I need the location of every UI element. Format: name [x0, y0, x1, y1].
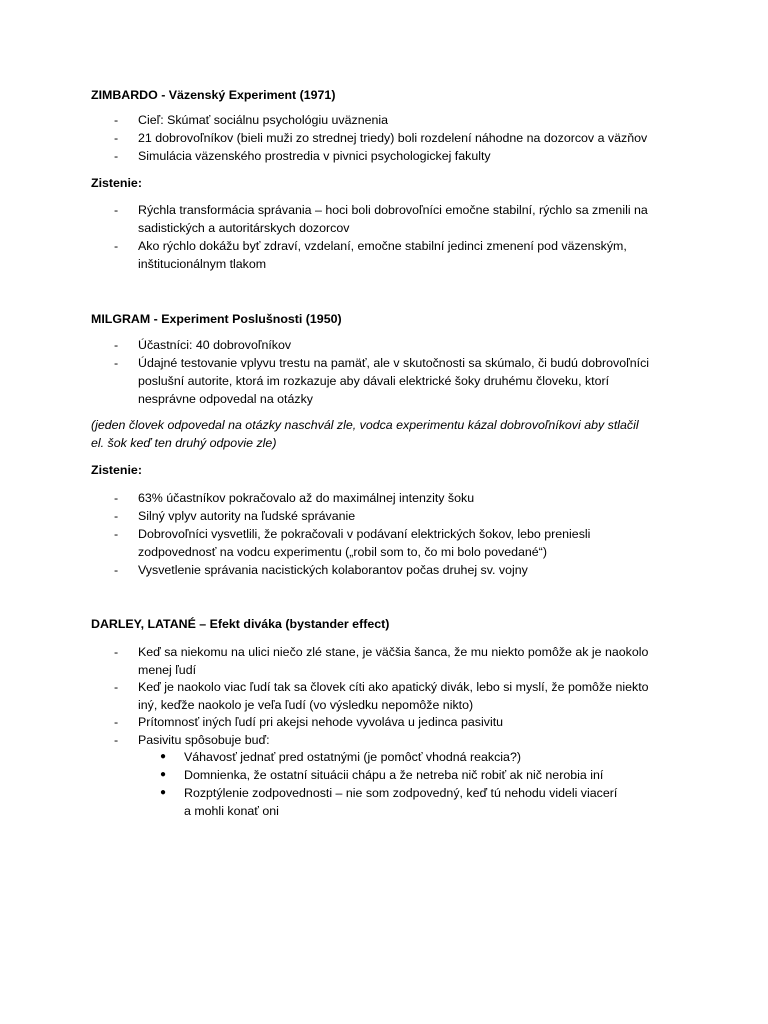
dash-marker: -	[114, 239, 119, 253]
findings-label: Zistenie:	[91, 463, 142, 477]
dash-marker: -	[114, 563, 119, 577]
dash-marker: -	[114, 356, 119, 370]
dash-marker: -	[114, 131, 119, 145]
list-item-text: Údajné testovanie vplyvu trestu na pamäť, ale v skutočnosti sa skúmalo, či budú dobrovoľníci	[138, 356, 650, 370]
list-item-text: Keď je naokolo viac ľudí tak sa človek cíti ako apatický divák, lebo si myslí, že pomôže niekto	[138, 680, 649, 694]
dash-marker: -	[114, 645, 119, 659]
section-heading-milgram: MILGRAM - Experiment Poslušnosti (1950)	[91, 312, 342, 326]
list-item-text: Silný vplyv autority na ľudské správanie	[138, 509, 356, 523]
list-item-text: sadistických a autoritárskych dozorcov	[138, 221, 350, 235]
list-item-text: nesprávne odpovedal na otázky	[138, 392, 313, 406]
list-item-text: a mohli konať oni	[184, 804, 279, 818]
list-item-text: Pasivitu spôsobuje buď:	[138, 733, 270, 747]
list-item-text: zodpovednosť na vodcu experimentu („robil som to, čo mi bolo povedané“)	[138, 545, 547, 559]
list-item-text: Rozptýlenie zodpovednosti – nie som zodpovedný, keď tú nehodu videli viacerí	[184, 786, 618, 800]
list-item-text: iný, keďže naokolo je veľa ľudí (vo výsledku nepomôže nikto)	[138, 698, 474, 712]
section-heading-zimbardo: ZIMBARDO - Väzenský Experiment (1971)	[91, 88, 336, 102]
list-item-text: 63% účastníkov pokračovalo až do maximálnej intenzity šoku	[138, 491, 475, 505]
bullet-marker: ●	[160, 751, 167, 762]
list-item-text: menej ľudí	[138, 663, 197, 677]
dash-marker: -	[114, 680, 119, 694]
findings-label: Zistenie:	[91, 176, 142, 190]
list-item-text: Dobrovoľníci vysvetlili, že pokračovali v podávaní elektrických šokov, lebo preniesli	[138, 527, 591, 541]
list-item-text: Prítomnosť iných ľudí pri akejsi nehode vyvoláva u jedinca pasivitu	[138, 715, 504, 729]
list-item-text: Ako rýchlo dokážu byť zdraví, vzdelaní, emočne stabilní jedinci zmenení pod väzenským,	[138, 239, 627, 253]
list-item-text: Keď sa niekomu na ulici niečo zlé stane, je väčšia šanca, že mu niekto pomôže ak je naokolo	[138, 645, 649, 659]
list-item-text: Domnienka, že ostatní situácii chápu a že netreba nič robiť ak nič nerobia iní	[184, 768, 604, 782]
dash-marker: -	[114, 527, 119, 541]
dash-marker: -	[114, 338, 119, 352]
bullet-marker: ●	[160, 787, 167, 798]
list-item-text: Vysvetlenie správania nacistických kolaborantov počas druhej sv. vojny	[138, 563, 528, 577]
list-item-text: poslušní autorite, ktorá im rozkazuje aby dávali elektrické šoky druhému človeku, ktorí	[138, 374, 610, 388]
note-line: el. šok keď ten druhý odpovie zle)	[91, 436, 277, 450]
dash-marker: -	[114, 491, 119, 505]
list-item-text: Rýchla transformácia správania – hoci boli dobrovoľníci emočne stabilní, rýchlo sa zmenili na	[138, 203, 648, 217]
dash-marker: -	[114, 509, 119, 523]
section-heading-darley-latane: DARLEY, LATANÉ – Efekt diváka (bystander effect)	[91, 617, 390, 631]
list-item-text: inštitucionálnym tlakom	[138, 257, 267, 271]
list-item-text: Váhavosť jednať pred ostatnými (je pomôcť vhodná reakcia?)	[184, 750, 521, 764]
dash-marker: -	[114, 113, 119, 127]
dash-marker: -	[114, 149, 119, 163]
list-item-text: Simulácia väzenského prostredia v pivnici psychologickej fakulty	[138, 149, 491, 163]
dash-marker: -	[114, 733, 119, 747]
list-item-text: 21 dobrovoľníkov (bieli muži zo strednej triedy) boli rozdelení náhodne na dozorcov a väzňov	[138, 131, 648, 145]
bullet-marker: ●	[160, 769, 167, 780]
list-item-text: Účastníci: 40 dobrovoľníkov	[138, 338, 292, 352]
list-item-text: Cieľ: Skúmať sociálnu psychológiu uväznenia	[138, 113, 389, 127]
dash-marker: -	[114, 715, 119, 729]
dash-marker: -	[114, 203, 119, 217]
note-line: (jeden človek odpovedal na otázky naschvál zle, vodca experimentu kázal dobrovoľníkovi aby stlačil	[91, 418, 639, 432]
